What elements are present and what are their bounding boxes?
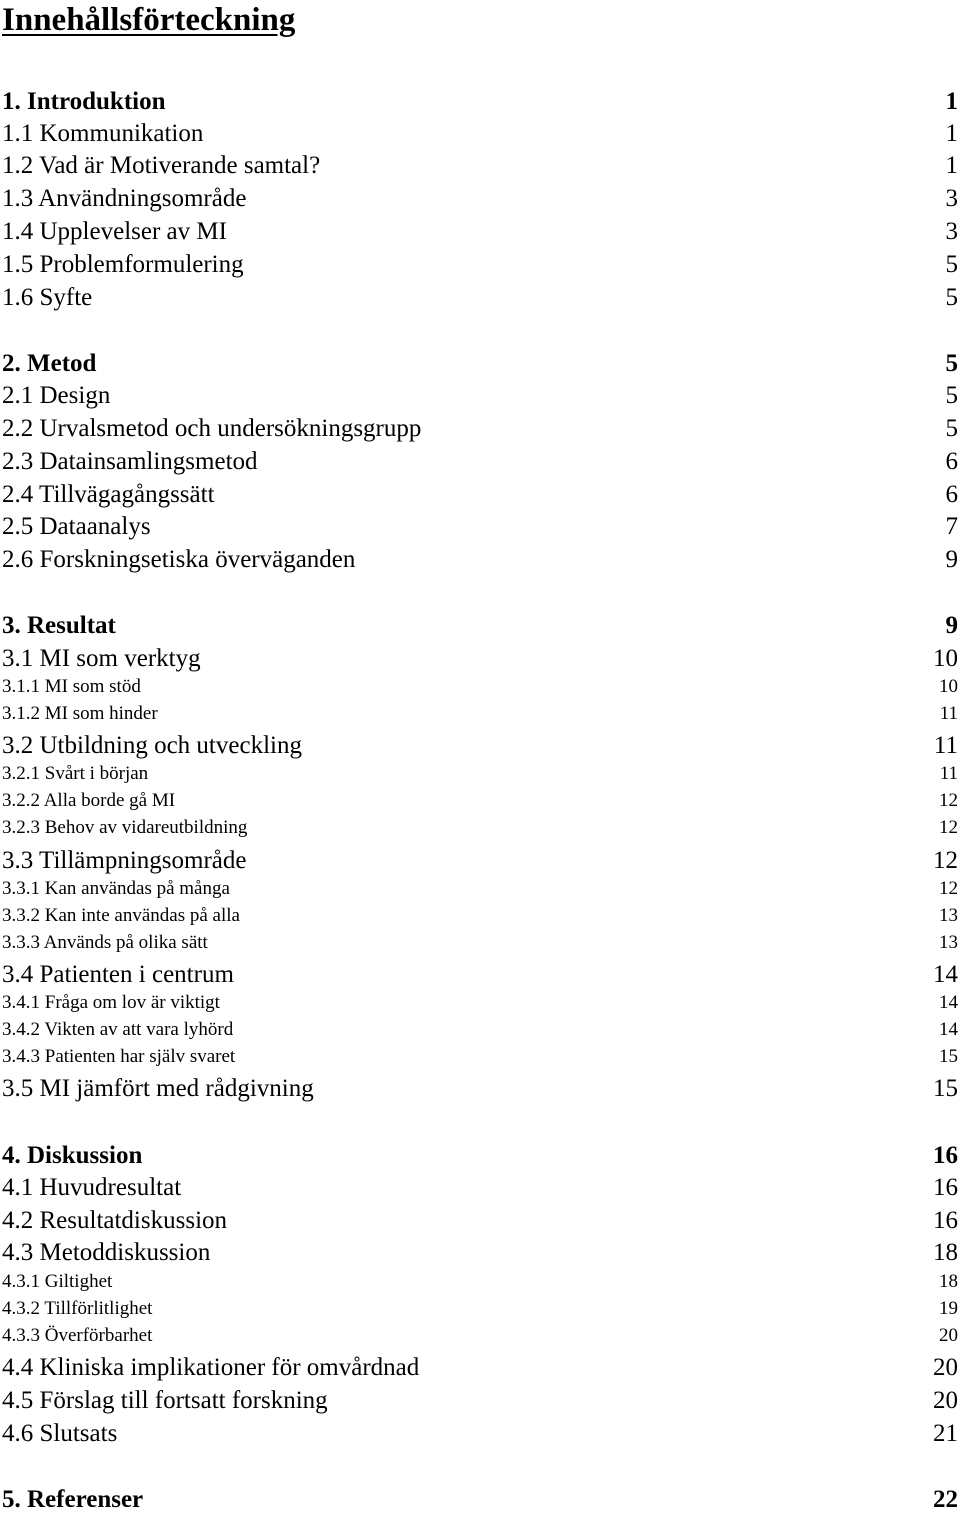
toc-entry-label: 3.3.3 Används på olika sätt [2,932,208,953]
toc-entry-page: 21 [933,1420,958,1447]
toc-entry-label: 3. Resultat [2,612,116,639]
toc-entry-page: 12 [939,790,958,811]
toc-entry [2,1297,958,1321]
toc-entry-page: 9 [945,612,958,639]
toc-entry-label: 3.4 Patienten i centrum [2,961,234,988]
toc-entry [2,283,958,313]
toc-entry-page: 3 [945,218,958,245]
toc-entry-label: 2.2 Urvalsmetod och undersökningsgrupp [2,415,422,442]
toc-entry [2,87,958,117]
toc-entry [2,1324,958,1348]
toc-entry-page: 12 [933,847,958,874]
toc-entry-page: 18 [939,1271,958,1292]
toc-entry-label: 3.4.1 Fråga om lov är viktigt [2,992,220,1013]
toc-entry-page: 5 [945,284,958,311]
toc-entry [2,1386,958,1416]
toc-entry-label: 4.3.1 Giltighet [2,1271,113,1292]
toc-entry [2,904,958,928]
toc-entry [2,931,958,955]
toc-entry-page: 5 [945,251,958,278]
toc-entry [2,1141,958,1171]
toc-entry-label: 3.3.1 Kan användas på många [2,878,230,899]
toc-entry-label: 3.2.1 Svårt i början [2,763,149,784]
toc-entry-page: 20 [939,1325,958,1346]
toc-entry-page: 9 [945,546,958,573]
toc-entry [2,447,958,477]
toc-entry-page: 12 [939,878,958,899]
toc-entry-page: 15 [939,1046,958,1067]
toc-entry-page: 11 [933,732,958,759]
toc-entry [2,480,958,510]
toc-entry-label: 3.2 Utbildning och utveckling [2,732,302,759]
toc-entry [2,217,958,247]
toc-entry [2,991,958,1015]
toc-entry [2,1353,958,1383]
toc-entry-label: 3.3.2 Kan inte användas på alla [2,905,240,926]
toc-entry-page: 16 [933,1174,958,1201]
toc-entry-label: 3.1.2 MI som hinder [2,703,158,724]
toc-entry-page: 6 [945,481,958,508]
toc-entry-label: 3.3 Tillämpningsområde [2,847,247,874]
toc-entry-label: 4. Diskussion [2,1142,143,1169]
toc-entry-label: 1.2 Vad är Motiverande samtal? [2,152,321,179]
toc-entry-label: 3.1 MI som verktyg [2,645,201,672]
toc-entry-page: 12 [939,817,958,838]
toc-entry-label: 1.4 Upplevelser av MI [2,218,227,245]
toc-entry-page: 15 [933,1075,958,1102]
toc-entry [2,675,958,699]
toc-entry-label: 1.6 Syfte [2,284,93,311]
toc-entry-label: 4.3 Metoddiskussion [2,1239,211,1266]
toc-entry [2,545,958,575]
toc-entry-label: 4.5 Förslag till fortsatt forskning [2,1387,328,1414]
toc-entry [2,414,958,444]
toc-entry-page: 20 [933,1387,958,1414]
toc-entry-page: 14 [939,992,958,1013]
toc-entry-label: 3.4.3 Patienten har själv svaret [2,1046,236,1067]
toc-entry [2,960,958,990]
toc-entry [2,184,958,214]
toc-entry [2,1270,958,1294]
toc-entry-label: 3.1.1 MI som stöd [2,676,141,697]
toc-entry-label: 2.5 Dataanalys [2,513,151,540]
toc-entry-page: 18 [933,1239,958,1266]
toc-entry-page: 11 [939,703,958,724]
toc-entry [2,1173,958,1203]
toc-entry-page: 13 [939,932,958,953]
toc-entry-page: 5 [945,382,958,409]
toc-entry [2,1018,958,1042]
toc-entry-label: 3.5 MI jämfört med rådgivning [2,1075,314,1102]
toc-entry [2,846,958,876]
toc-entry-page: 10 [933,645,958,672]
toc-entry-label: 3.2.2 Alla borde gå MI [2,790,176,811]
toc-entry [2,1485,958,1515]
toc-entry-page: 19 [939,1298,958,1319]
toc-entry [2,644,958,674]
toc-entry-label: 1. Introduktion [2,88,166,115]
toc-entry [2,1206,958,1236]
toc-entry [2,877,958,901]
toc-entry-label: 4.3.2 Tillförlitlighet [2,1298,153,1319]
toc-entry-label: 3.2.3 Behov av vidareutbildning [2,817,248,838]
toc-entry-label: 4.1 Huvudresultat [2,1174,182,1201]
toc-entry-page: 14 [933,961,958,988]
toc-entry-label: 1.5 Problemformulering [2,251,244,278]
toc-entry-page: 5 [945,415,958,442]
toc-entry [2,381,958,411]
toc-entry-label: 3.4.2 Vikten av att vara lyhörd [2,1019,234,1040]
toc-entry-label: 4.4 Kliniska implikationer för omvårdnad [2,1354,420,1381]
toc-entry-label: 2.3 Datainsamlingsmetod [2,448,258,475]
toc-entry-label: 1.3 Användningsområde [2,185,247,212]
toc-entry-label: 2.1 Design [2,382,111,409]
toc-entry-label: 2.4 Tillvägagångssätt [2,481,215,508]
toc-entry [2,789,958,813]
toc-entry-page: 14 [939,1019,958,1040]
toc-entry-page: 20 [933,1354,958,1381]
toc-title: Innehållsförteckning [2,2,296,38]
toc-entry-label: 4.3.3 Överförbarhet [2,1325,153,1346]
toc-entry-page: 13 [939,905,958,926]
toc-entry-page: 22 [933,1486,958,1513]
toc-entry-page: 11 [939,763,958,784]
toc-entry [2,512,958,542]
toc-entry-page: 1 [945,88,958,115]
toc-entry-label: 5. Referenser [2,1486,144,1513]
toc-entry [2,349,958,379]
toc-entry-label: 1.1 Kommunikation [2,120,204,147]
toc-entry-page: 3 [945,185,958,212]
toc-entry [2,119,958,149]
toc-entry-label: 2. Metod [2,350,97,377]
toc-entry [2,1419,958,1449]
toc-entry [2,151,958,181]
toc-entry-label: 2.6 Forskningsetiska överväganden [2,546,356,573]
toc-entry-page: 5 [945,350,958,377]
toc-entry [2,1238,958,1268]
toc-entry-page: 10 [939,676,958,697]
toc-entry-label: 4.2 Resultatdiskussion [2,1207,228,1234]
toc-entry [2,1045,958,1069]
toc-entry-page: 6 [945,448,958,475]
toc-entry [2,1074,958,1104]
toc-entry [2,762,958,786]
toc-entry [2,250,958,280]
toc-entry-page: 16 [933,1207,958,1234]
toc-entry [2,816,958,840]
toc-entry-label: 4.6 Slutsats [2,1420,118,1447]
toc-entry-page: 16 [933,1142,958,1169]
toc-entry [2,731,958,761]
toc-entry-page: 7 [945,513,958,540]
toc-entry [2,611,958,641]
toc-entry-page: 1 [945,120,958,147]
toc-entry [2,702,958,726]
toc-entry-page: 1 [945,152,958,179]
